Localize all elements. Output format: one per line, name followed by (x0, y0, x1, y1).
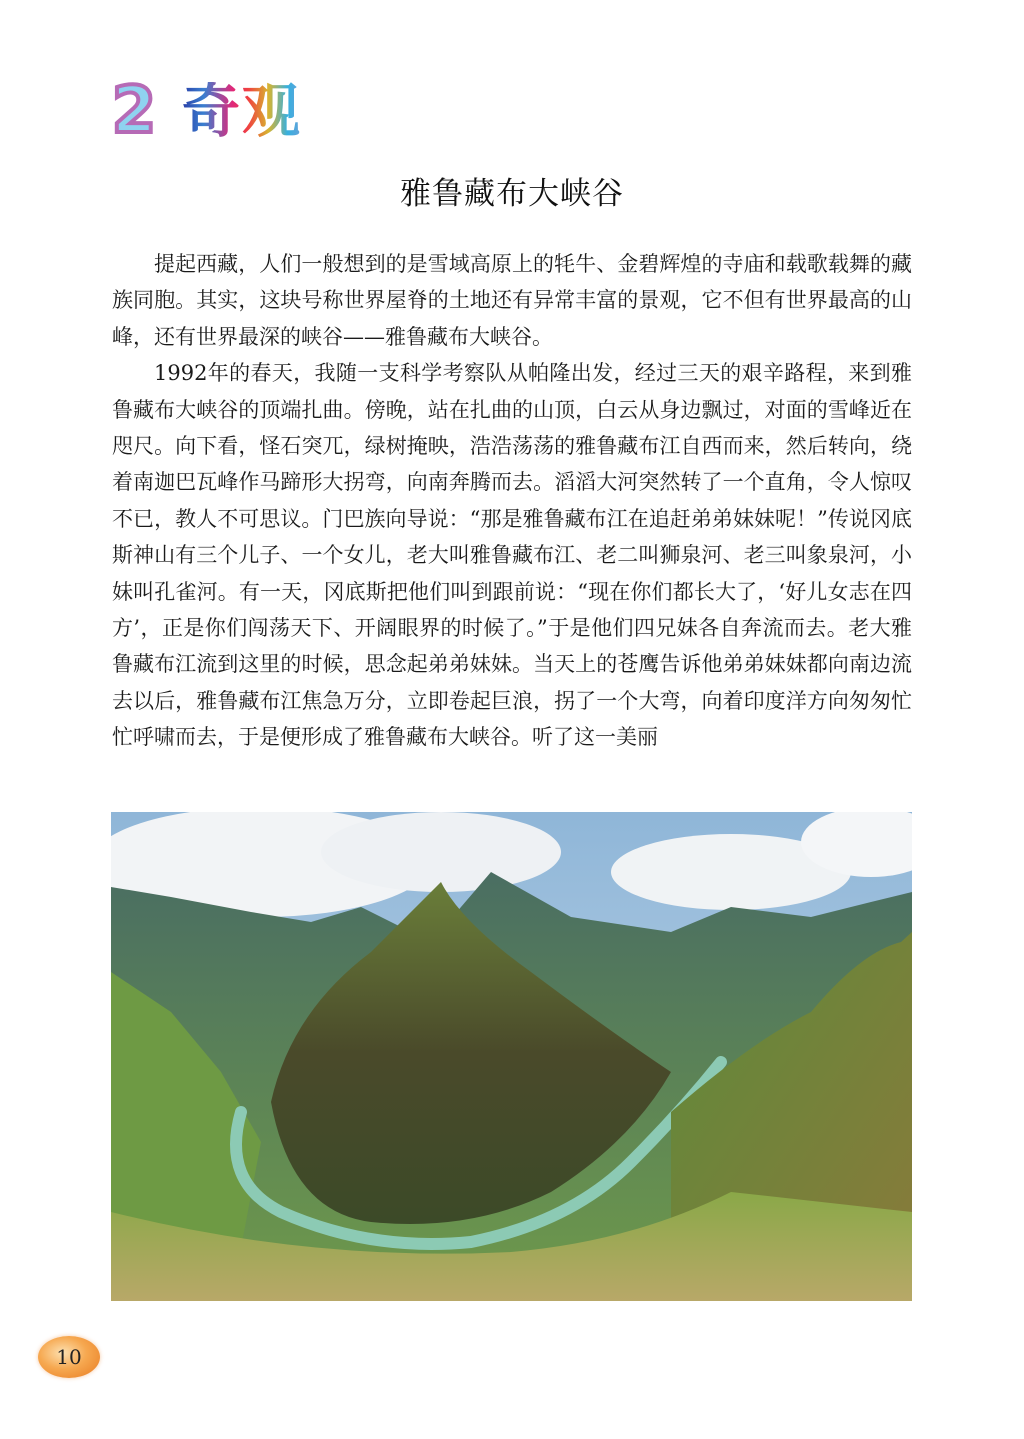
lesson-title: 雅鲁藏布大峡谷 (400, 176, 624, 212)
unit-title: 奇观 (182, 77, 303, 145)
lesson-body (112, 246, 912, 756)
canyon-illustration-icon (111, 812, 912, 1301)
paragraph-1: 提起西藏，人们一般想到的是雪域高原上的牦牛、金碧辉煌的寺庙和载歌载舞的藏族同胞。其实，这块号称世界屋脊的土地还有异常丰富的景观，它不但有世界最高的山峰，还有世界最深的峡谷——雅鲁藏布大峡谷。 (112, 252, 912, 349)
unit-number: 2 (111, 74, 157, 148)
canyon-photo (111, 812, 912, 1301)
unit-header (108, 72, 302, 150)
paragraph-2: 1992年的春天，我随一支科学考察队从帕隆出发，经过三天的艰辛路程，来到雅鲁藏布大峡谷的顶端扎曲。傍晚，站在扎曲的山顶，白云从身边飘过，对面的雪峰近在咫尺。向下看，怪石突兀，绿树掩映，浩浩荡荡的雅鲁藏布江自西而来，然后转向，绕着南迦巴瓦峰作马蹄形大拐弯，向南奔腾而去。滔滔大河突然转了一个直角，令人惊叹不已，教人不可思议。门巴族向导说：“那是雅鲁藏布江在追赶弟弟妹妹呢！”传说冈底斯神山有三个儿子、一个女儿，老大叫雅鲁藏布江、老二叫狮泉河、老三叫象泉河，小妹叫孔雀河。有一天，冈底斯把他们叫到跟前说：“现在你们都长大了，‘好儿女志在四方’，正是你们闯荡天下、开阔眼界的时候了。”于是他们四兄妹各自奔流而去。老大雅鲁藏布江流到这里的时候，思念起弟弟妹妹。当天上的苍鹰告诉他弟弟妹妹都向南边流去以后，雅鲁藏布江焦急万分，立即卷起巨浪，拐了一个大弯，向着印度洋方向匆匆忙忙呼啸而去，于是便形成了雅鲁藏布大峡谷。听了这一美丽 (112, 361, 912, 750)
page-number: 10 (56, 1345, 82, 1369)
page-number-badge (38, 1336, 100, 1378)
